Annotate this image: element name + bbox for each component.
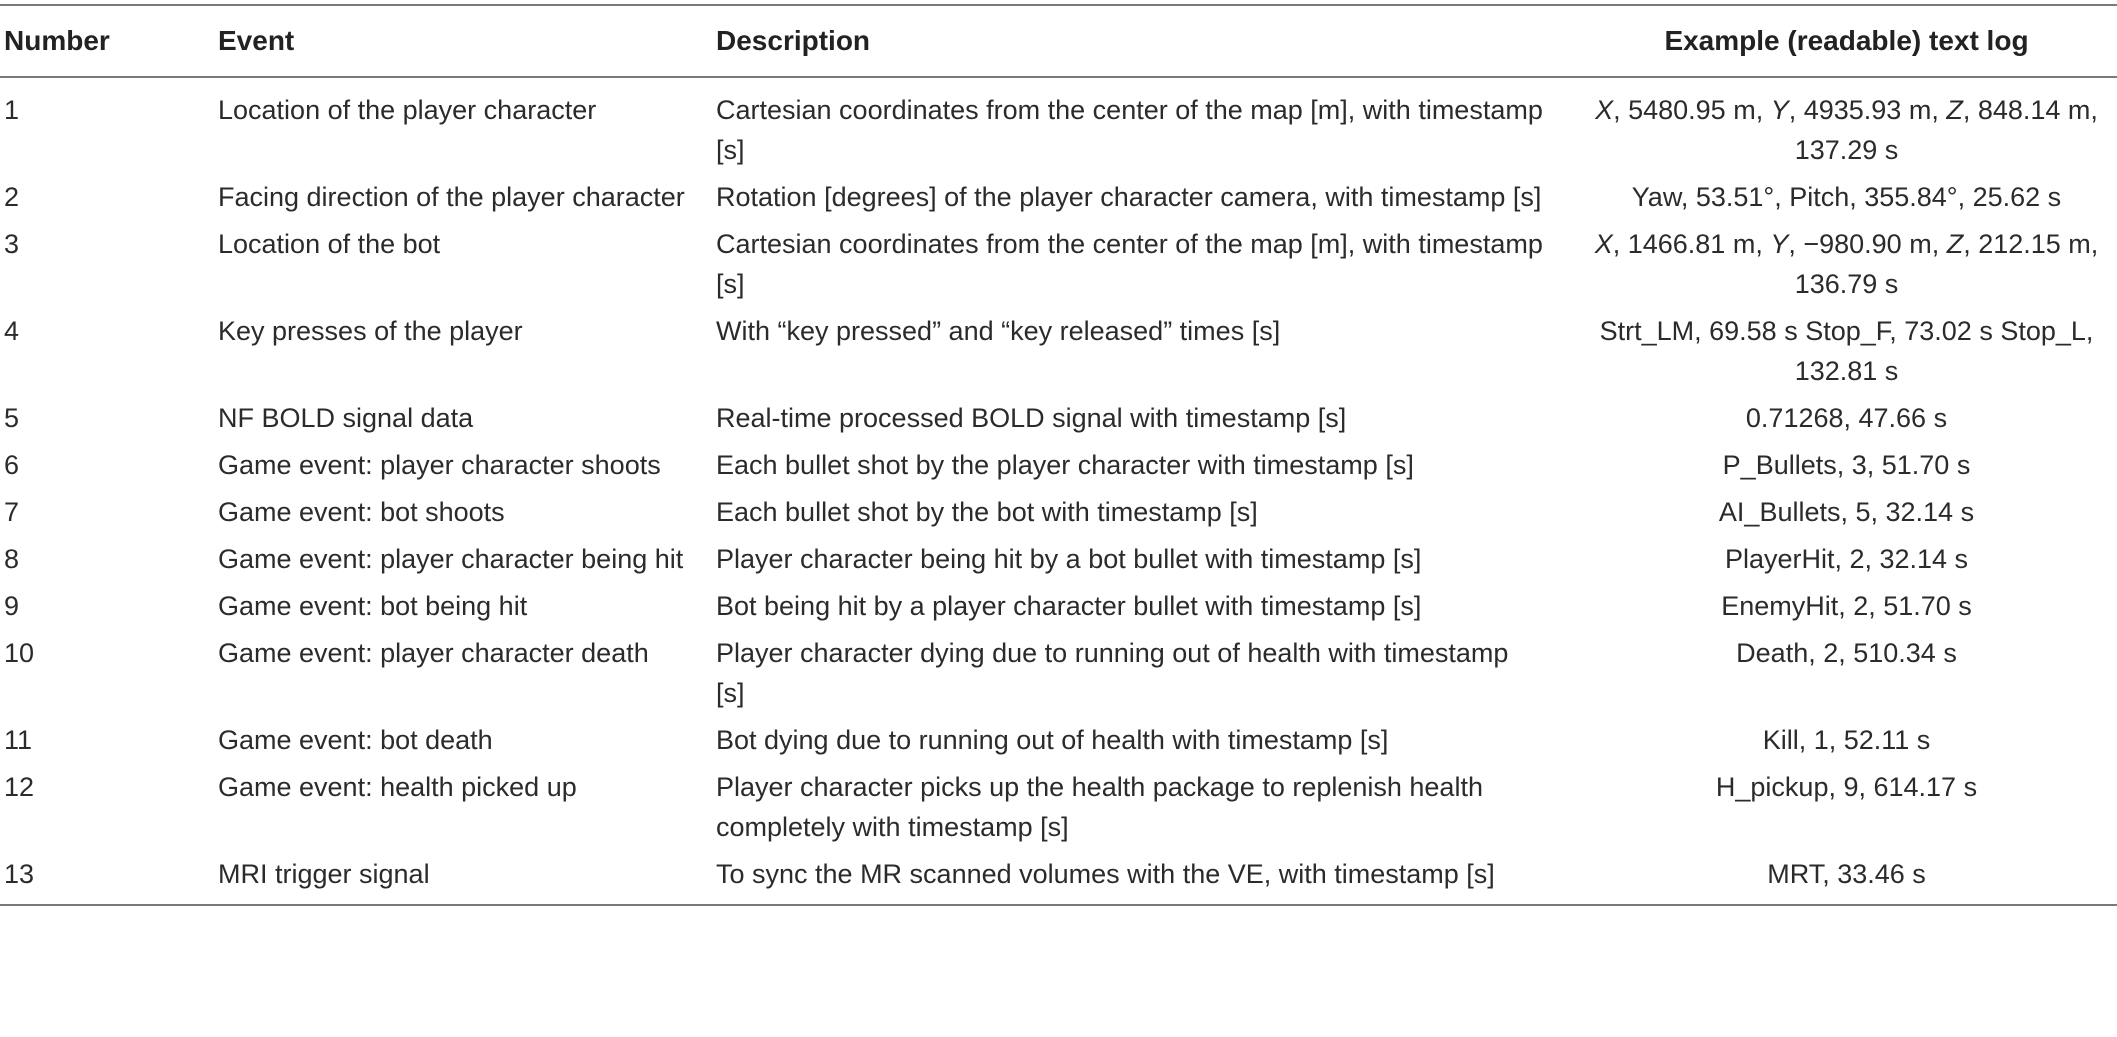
event-log-table-container bbox=[0, 4, 2117, 906]
cell-number: 4 bbox=[4, 316, 20, 346]
table-row bbox=[0, 630, 2117, 717]
coord-value: , 5480.95 m, bbox=[1613, 95, 1771, 125]
table-row bbox=[0, 174, 2117, 221]
cell-event: Game event: health picked up bbox=[218, 772, 577, 802]
cell-description: With “key pressed” and “key released” times [s] bbox=[716, 316, 1281, 346]
cell-event: Game event: bot being hit bbox=[218, 591, 528, 621]
cell-example: P_Bullets, 3, 51.70 s bbox=[1722, 450, 1971, 480]
cell-description: Player character being hit by a bot bullet with timestamp [s] bbox=[716, 544, 1422, 574]
coord-label-y: Y bbox=[1770, 229, 1789, 259]
coord-value: , 848.14 m, 137.29 s bbox=[1794, 95, 2098, 165]
table-row bbox=[0, 717, 2117, 764]
cell-example: Kill, 1, 52.11 s bbox=[1762, 725, 1931, 755]
header-description: Description bbox=[716, 5, 1584, 77]
table-row bbox=[0, 536, 2117, 583]
header-example: Example (readable) text log bbox=[1584, 5, 2117, 77]
cell-number: 12 bbox=[4, 772, 35, 802]
cell-number: 7 bbox=[4, 497, 20, 527]
cell-event: Game event: player character being hit bbox=[218, 544, 684, 574]
table-row bbox=[0, 489, 2117, 536]
cell-number: 9 bbox=[4, 591, 20, 621]
cell-description: Each bullet shot by the bot with timestamp [s] bbox=[716, 497, 1258, 527]
cell-event: Facing direction of the player character bbox=[218, 182, 685, 212]
coord-value: , 212.15 m, 136.79 s bbox=[1794, 229, 2099, 299]
cell-description: Bot being hit by a player character bullet with timestamp [s] bbox=[716, 591, 1422, 621]
cell-example bbox=[1584, 221, 2117, 308]
coord-value: , 1466.81 m, bbox=[1612, 229, 1771, 259]
event-log-table bbox=[0, 4, 2117, 906]
cell-example: AI_Bullets, 5, 32.14 s bbox=[1718, 497, 1975, 527]
cell-example: PlayerHit, 2, 32.14 s bbox=[1724, 544, 1969, 574]
coord-label-y: Y bbox=[1770, 95, 1789, 125]
coord-label-z: Z bbox=[1946, 95, 1963, 125]
cell-number: 5 bbox=[4, 403, 20, 433]
cell-event: Key presses of the player bbox=[218, 316, 523, 346]
table-row bbox=[0, 395, 2117, 442]
table-header-row bbox=[0, 5, 2117, 77]
cell-example: Strt_LM, 69.58 s Stop_F, 73.02 s Stop_L, 132.81 s bbox=[1599, 316, 2094, 386]
cell-number: 3 bbox=[4, 229, 20, 259]
cell-example: EnemyHit, 2, 51.70 s bbox=[1721, 591, 1972, 621]
cell-example: H_pickup, 9, 614.17 s bbox=[1715, 772, 1978, 802]
cell-description: Player character dying due to running out of health with timestamp [s] bbox=[716, 638, 1509, 708]
cell-event: Game event: player character death bbox=[218, 638, 649, 668]
header-event: Event bbox=[218, 5, 716, 77]
table-row bbox=[0, 583, 2117, 630]
table-row bbox=[0, 442, 2117, 489]
cell-number: 2 bbox=[4, 182, 20, 212]
cell-number: 13 bbox=[0, 851, 218, 905]
cell-description: Rotation [degrees] of the player character camera, with timestamp [s] bbox=[716, 182, 1542, 212]
cell-number: 1 bbox=[4, 95, 20, 125]
cell-description: Cartesian coordinates from the center of the map [m], with timestamp [s] bbox=[716, 229, 1543, 299]
cell-example: Yaw, 53.51°, Pitch, 355.84°, 25.62 s bbox=[1631, 182, 2062, 212]
cell-example: 0.71268, 47.66 s bbox=[1745, 403, 1948, 433]
cell-event: Game event: player character shoots bbox=[218, 450, 661, 480]
table-row bbox=[0, 77, 2117, 174]
cell-event: MRI trigger signal bbox=[218, 851, 716, 905]
cell-event: Location of the player character bbox=[218, 95, 597, 125]
table-row bbox=[0, 221, 2117, 308]
table-row bbox=[0, 764, 2117, 851]
coord-label-x: X bbox=[1595, 95, 1614, 125]
coord-label-z: Z bbox=[1946, 229, 1964, 259]
cell-description: Player character picks up the health package to replenish health completely with timestamp [s] bbox=[716, 772, 1483, 842]
cell-example: MRT, 33.46 s bbox=[1584, 851, 2117, 905]
cell-description: Each bullet shot by the player character with timestamp [s] bbox=[716, 450, 1414, 480]
table-row bbox=[0, 308, 2117, 395]
cell-example bbox=[1584, 77, 2117, 174]
cell-number: 8 bbox=[4, 544, 20, 574]
cell-description: To sync the MR scanned volumes with the VE, with timestamp [s] bbox=[716, 851, 1584, 905]
cell-description: Cartesian coordinates from the center of the map [m], with timestamp [s] bbox=[716, 95, 1543, 165]
coord-label-x: X bbox=[1594, 229, 1613, 259]
cell-event: Location of the bot bbox=[218, 229, 441, 259]
cell-event: Game event: bot death bbox=[218, 725, 493, 755]
cell-number: 11 bbox=[4, 725, 33, 755]
cell-description: Real-time processed BOLD signal with timestamp [s] bbox=[716, 403, 1347, 433]
header-number: Number bbox=[0, 5, 218, 77]
cell-event: Game event: bot shoots bbox=[218, 497, 505, 527]
coord-value: , 4935.93 m, bbox=[1788, 95, 1947, 125]
cell-number: 6 bbox=[4, 450, 20, 480]
cell-description: Bot dying due to running out of health with timestamp [s] bbox=[716, 725, 1389, 755]
cell-event: NF BOLD signal data bbox=[218, 403, 474, 433]
table-row bbox=[0, 851, 2117, 905]
coord-value: , −980.90 m, bbox=[1788, 229, 1947, 259]
cell-example: Death, 2, 510.34 s bbox=[1736, 638, 1957, 668]
cell-number: 10 bbox=[4, 638, 35, 668]
